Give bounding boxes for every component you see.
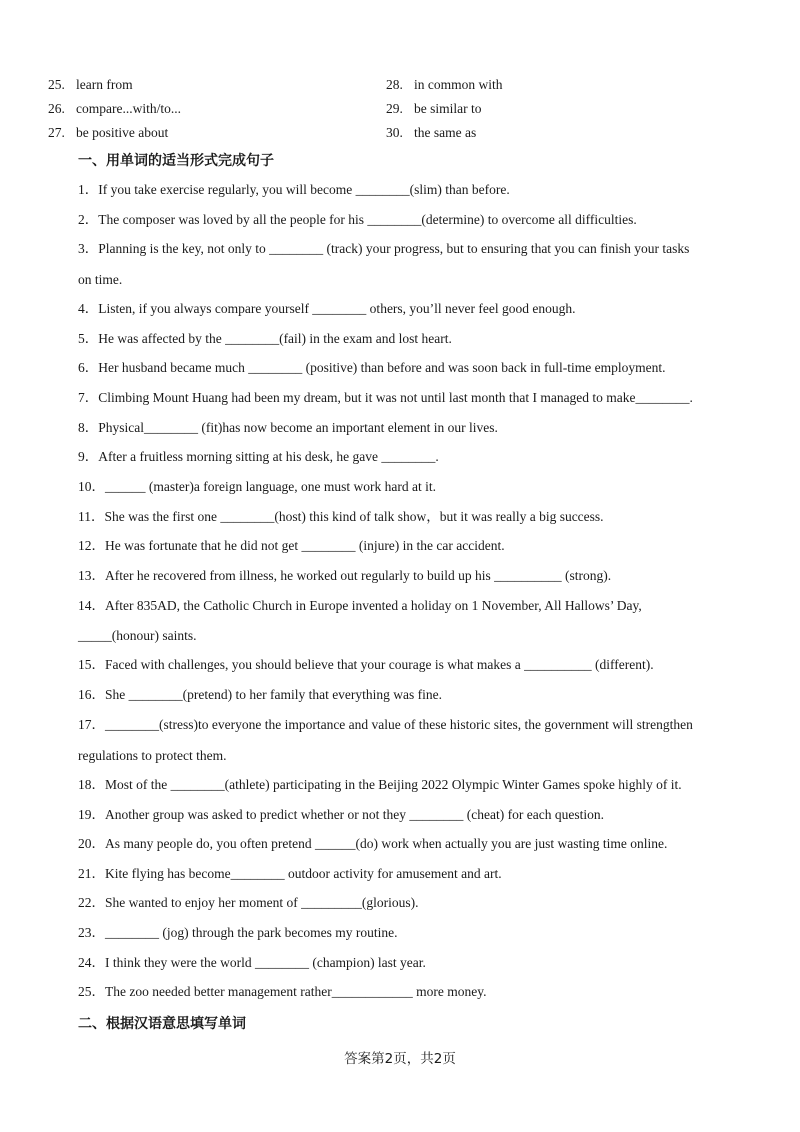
phrase-text: be similar to [414,101,482,116]
question-number: 20． [78,836,105,851]
phrase-number: 30. [386,125,403,140]
question-item [78,508,728,526]
question-item [78,924,728,942]
phrase-number: 28. [386,77,403,92]
phrase-text: the same as [414,125,477,140]
question-item [78,835,728,853]
question-item [78,389,728,407]
question-item [78,240,728,258]
question-item [78,330,728,348]
question-number: 10． [78,479,105,494]
question-text: I think they were the world ________ (champion) last year. [105,955,426,970]
question-number: 7． [78,390,99,405]
question-item [78,806,728,824]
question-text: After he recovered from illness, he worked out regularly to build up his __________ (strong). [105,568,612,583]
question-text: ______ (master)a foreign language, one must work hard at it. [105,479,437,494]
phrase-number: 27. [48,125,65,140]
page-footer: 答案第2页，共2页 [344,1051,456,1067]
question-text: As many people do, you often pretend ______(do) work when actually you are just wasting time online. [105,836,668,851]
question-text: Most of the ________(athlete) participating in the Beijing 2022 Olympic Winter Games spoke highly of it. [105,777,682,792]
question-text: Planning is the key, not only to ________ (track) your progress, but to ensuring that you can finish your tasks [98,241,690,256]
question-number: 6． [78,360,99,375]
question-item [78,776,728,794]
question-number: 15． [78,657,105,672]
question-item [78,567,728,585]
section-heading-fill-words: 二、根据汉语意思填写单词 [78,1016,246,1032]
question-item [78,478,728,496]
question-item [78,983,728,1001]
question-text: Climbing Mount Huang had been my dream, but it was not until last month that I managed to make________. [98,390,693,405]
question-item [78,211,728,229]
phrase-item [48,100,181,118]
phrase-text: compare...with/to... [76,101,181,116]
phrase-number: 29. [386,101,403,116]
question-number: 9． [78,449,99,464]
question-number: 3． [78,241,99,256]
question-number: 24． [78,955,105,970]
question-item [78,656,728,674]
phrase-item [386,76,503,94]
question-item [78,448,728,466]
question-number: 25． [78,984,105,999]
question-number: 8． [78,420,99,435]
phrase-number: 25. [48,77,65,92]
question-text: He was affected by the ________(fail) in the exam and lost heart. [98,331,452,346]
question-item [78,300,728,318]
question-number: 21． [78,866,105,881]
question-item [78,865,728,883]
question-item [78,537,728,555]
section-heading-fill-in-forms: 一、用单词的适当形式完成句子 [78,153,274,169]
phrase-item [386,100,482,118]
question-number: 5． [78,331,99,346]
question-text: After a fruitless morning sitting at his desk, he gave ________. [98,449,439,464]
question-number: 14． [78,598,105,613]
phrase-text: learn from [76,77,133,92]
question-text: ________(stress)to everyone the importance and value of these historic sites, the government will strengthen [105,717,693,732]
question-text: The composer was loved by all the people for his ________(determine) to overcome all difficulties. [98,212,637,227]
question-number: 18． [78,777,105,792]
question-number: 11． [78,509,105,524]
question-item [78,419,728,437]
question-text: Physical________ (fit)has now become an important element in our lives. [98,420,498,435]
question-number: 19． [78,807,105,822]
question-continuation: regulations to protect them. [78,748,227,763]
question-text: She ________(pretend) to her family that everything was fine. [105,687,443,702]
question-number: 4． [78,301,99,316]
question-item [78,716,728,734]
phrase-item [48,124,168,142]
question-item [78,894,728,912]
question-item [78,597,728,615]
question-number: 12． [78,538,105,553]
question-continuation: _____(honour) saints. [78,628,197,643]
question-text: ________ (jog) through the park becomes my routine. [105,925,398,940]
question-continuation: on time. [78,272,123,287]
question-number: 17． [78,717,105,732]
question-number: 22． [78,895,105,910]
question-number: 13． [78,568,105,583]
question-number: 2． [78,212,99,227]
question-item [78,686,728,704]
question-number: 16． [78,687,105,702]
phrase-item [386,124,476,142]
phrase-item [48,76,133,94]
question-text: He was fortunate that he did not get ________ (injure) in the car accident. [105,538,505,553]
question-text: The zoo needed better management rather____________ more money. [105,984,487,999]
question-text: After 835AD, the Catholic Church in Europe invented a holiday on 1 November, All Hallows’ Day, [105,598,642,613]
phrase-text: be positive about [76,125,169,140]
phrase-text: in common with [414,77,503,92]
question-item [78,181,728,199]
question-item [78,359,728,377]
phrase-number: 26. [48,101,65,116]
question-text: She was the first one ________(host) this kind of talk show，but it was really a big success. [104,509,604,524]
question-text: Another group was asked to predict whether or not they ________ (cheat) for each question. [105,807,604,822]
question-text: Her husband became much ________ (positive) than before and was soon back in full-time employment. [98,360,666,375]
question-text: She wanted to enjoy her moment of _________(glorious). [105,895,419,910]
question-text: Kite flying has become________ outdoor activity for amusement and art. [105,866,502,881]
question-text: Listen, if you always compare yourself ________ others, you’ll never feel good enough. [98,301,576,316]
question-text: If you take exercise regularly, you will become ________(slim) than before. [98,182,510,197]
question-number: 23． [78,925,105,940]
question-item [78,954,728,972]
question-text: Faced with challenges, you should believe that your courage is what makes a __________ (different). [105,657,654,672]
question-number: 1． [78,182,99,197]
